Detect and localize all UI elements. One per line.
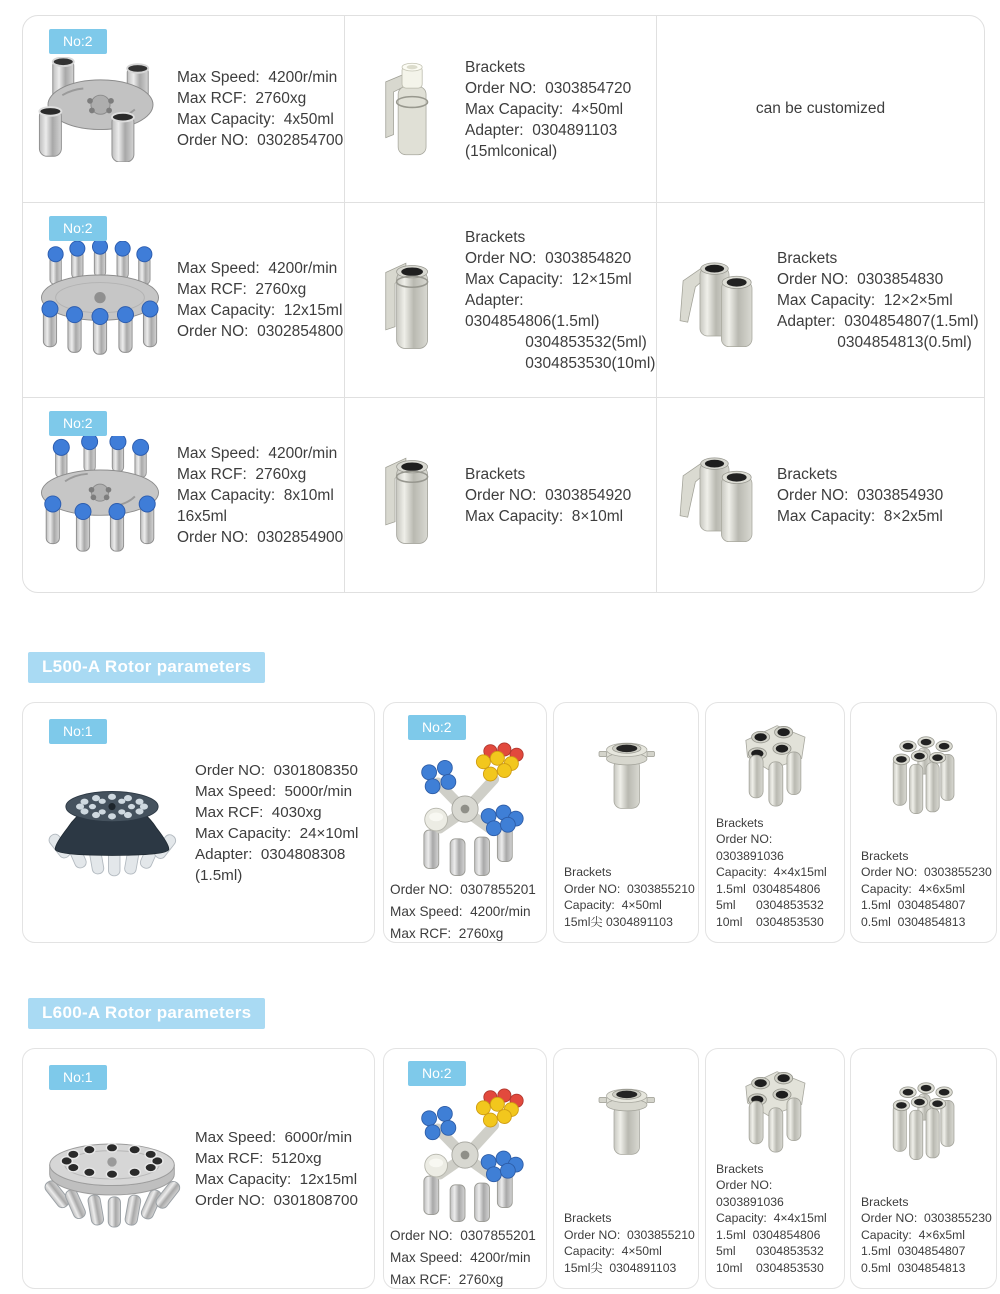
bracket-double-icon xyxy=(677,439,765,551)
spec-line: Adapter: 0304891103 xyxy=(465,121,618,139)
card-line: Order NO: 0303855230 xyxy=(861,865,992,879)
card-line: Brackets xyxy=(716,815,764,830)
spec-line: Order NO: 0303854920 xyxy=(465,486,632,504)
card-line: Order NO: 0301808700 xyxy=(195,1191,358,1209)
spec-text xyxy=(177,67,343,151)
rotor-12tube-icon xyxy=(27,241,173,359)
product-card xyxy=(705,702,845,943)
spec-text xyxy=(177,258,343,342)
spec-line: Max Capacity: 8x10ml xyxy=(177,486,334,504)
spec-text xyxy=(465,464,631,527)
product-card xyxy=(850,1048,997,1289)
card-line: Order NO: 0307855201 xyxy=(390,1228,536,1243)
card-line: Capacity: 4×6x5ml xyxy=(861,1227,965,1242)
spec-cell-r3c3 xyxy=(657,398,984,592)
card-line: Order NO: 0303891036 xyxy=(716,832,784,863)
section-l600-cards xyxy=(22,1048,997,1289)
product-card xyxy=(705,1048,845,1289)
no-badge: No:1 xyxy=(49,1065,107,1090)
spec-text xyxy=(777,464,943,527)
rotor-4tube-icon xyxy=(27,57,173,162)
spec-text xyxy=(777,248,979,353)
spec-cell-r2c3 xyxy=(657,203,984,398)
no-badge: No:2 xyxy=(49,411,107,436)
spec-line: 16x5ml xyxy=(177,507,227,525)
product-card xyxy=(850,702,997,943)
card-line: Max Speed: 6000r/min xyxy=(195,1128,353,1146)
card-line: Brackets xyxy=(564,1211,612,1225)
spec-line: Max Capacity: 4×50ml xyxy=(465,100,624,118)
spec-cell-r1c1 xyxy=(23,16,345,203)
spec-line: Max Speed: 4200r/min xyxy=(177,69,338,86)
card-line: Order NO: 0303855210 xyxy=(564,881,695,896)
spec-text xyxy=(554,864,698,942)
card-line: 1.5ml 0304854807 xyxy=(861,1244,966,1258)
card-line: Max RCF: 5120xg xyxy=(195,1149,322,1167)
spec-line: Max Capacity: 4x50ml xyxy=(177,111,334,128)
spec-line: Brackets xyxy=(777,249,838,267)
spec-line: Brackets xyxy=(777,465,838,483)
product-card xyxy=(22,1048,375,1289)
card-line: 10ml 0304853530 xyxy=(716,914,824,929)
spec-line: 0304853532(5ml) xyxy=(465,333,647,351)
card-line: 1.5ml 0304854806 xyxy=(716,881,821,896)
product-card xyxy=(22,702,375,943)
no-badge: No:2 xyxy=(49,29,107,54)
card-line: 1.5ml 0304854806 xyxy=(716,1227,821,1242)
product-card xyxy=(553,1048,699,1289)
spec-line: Max Capacity: 12×2×5ml xyxy=(777,291,953,309)
no-badge: No:1 xyxy=(49,719,107,744)
spec-line: Brackets xyxy=(465,465,526,483)
spec-line: 0304853530(10ml) xyxy=(465,354,656,372)
product-card xyxy=(383,1048,547,1289)
spec-text xyxy=(195,760,358,886)
spec-line: (15mlconical) xyxy=(465,142,558,160)
card-line: 15ml尖 0304891103 xyxy=(564,914,673,929)
spec-text xyxy=(195,1127,358,1211)
spec-text xyxy=(177,443,343,548)
bracket-6tube-cluster-icon xyxy=(885,1075,963,1171)
spec-line: Max Speed: 4200r/min xyxy=(177,444,338,462)
card-line: 5ml 0304853532 xyxy=(716,898,824,912)
card-line: Order NO: 0303855210 xyxy=(564,1227,695,1242)
product-card xyxy=(553,702,699,943)
spec-text xyxy=(706,815,844,943)
card-line: Brackets xyxy=(716,1161,764,1176)
spec-line: Order NO: 0302854700 xyxy=(177,132,344,149)
card-line: Max RCF: 4030xg xyxy=(195,803,322,821)
card-line: Adapter: 0304808308 xyxy=(195,845,346,863)
spec-line: Brackets xyxy=(465,228,526,246)
spec-line: Max Speed: 4200r/min xyxy=(177,260,338,277)
card-line: Max RCF: 2760xg xyxy=(390,1272,504,1287)
card-line: Order NO: 0303891036 xyxy=(716,1178,784,1209)
adapter-single-icon xyxy=(596,729,656,821)
spec-line: Order NO: 0303854720 xyxy=(465,79,632,97)
card-line: Max Speed: 4200r/min xyxy=(390,904,531,919)
spec-text xyxy=(465,227,656,374)
section-l500-title: L500-A Rotor parameters xyxy=(28,652,265,683)
card-line: Max Capacity: 24×10ml xyxy=(195,824,359,842)
spec-text xyxy=(706,1161,844,1289)
card-line: Max Speed: 5000r/min xyxy=(195,782,353,800)
section-l500-cards xyxy=(22,702,997,943)
spec-line: Order NO: 0303854820 xyxy=(465,249,632,267)
rotor-frame-caps-icon xyxy=(399,1085,531,1225)
card-line: Capacity: 4×50ml xyxy=(564,1244,662,1258)
spec-cell-r1c2 xyxy=(345,16,657,203)
card-line: 10ml 0304853530 xyxy=(716,1260,824,1275)
spec-cell-r3c1 xyxy=(23,398,345,592)
spec-line: 0304854813(0.5ml) xyxy=(777,333,972,351)
rotor-cone-dark-icon xyxy=(33,766,191,880)
card-line: Capacity: 4×4x15ml xyxy=(716,865,827,879)
spec-line: Max Capacity: 12×15ml xyxy=(465,270,632,288)
spec-cell-r3c2 xyxy=(345,398,657,592)
section-l600-title: L600-A Rotor parameters xyxy=(28,998,265,1029)
rotor-fan-metal-icon xyxy=(33,1110,191,1228)
no-badge: No:2 xyxy=(408,1061,466,1086)
card-line: Capacity: 4×4x15ml xyxy=(716,1211,827,1225)
section-l500 xyxy=(0,652,1000,941)
spec-text xyxy=(465,57,631,162)
bracket-open-icon xyxy=(365,239,453,361)
card-line: 5ml 0304853532 xyxy=(716,1244,824,1258)
bracket-4tube-cluster-icon xyxy=(736,715,814,811)
spec-text xyxy=(554,1210,698,1288)
adapter-single-icon xyxy=(596,1075,656,1167)
spec-line: Max Capacity: 8×10ml xyxy=(465,507,624,525)
spec-cell-r2c2 xyxy=(345,203,657,398)
spec-line: Order NO: 0303854930 xyxy=(777,486,944,504)
spec-line: Max Capacity: 12x15ml xyxy=(177,302,343,319)
no-badge: No:2 xyxy=(408,715,466,740)
rotor-frame-caps-icon xyxy=(399,739,531,879)
rotor-spec-table xyxy=(22,15,985,593)
bracket-capped-icon xyxy=(365,54,453,164)
card-line: Max RCF: 2760xg xyxy=(390,926,504,941)
bracket-open-icon xyxy=(365,434,453,556)
spec-line: Order NO: 0303854830 xyxy=(777,270,944,288)
card-line: Max Speed: 4200r/min xyxy=(390,1250,531,1265)
spec-line: Order NO: 0302854800 xyxy=(177,323,344,340)
product-card xyxy=(383,702,547,943)
spec-line: Max Capacity: 8×2x5ml xyxy=(777,507,943,525)
card-line: Order NO: 0303855230 xyxy=(861,1211,992,1225)
spec-line: Brackets xyxy=(465,58,526,76)
spec-cell-r2c1 xyxy=(23,203,345,398)
spec-text xyxy=(851,848,996,943)
section-l600 xyxy=(0,998,1000,1287)
card-line: (1.5ml) xyxy=(195,866,243,884)
customizable-note: can be customized xyxy=(755,100,886,117)
spec-line: Max RCF: 2760xg xyxy=(177,465,307,483)
spec-line: Max RCF: 2760xg xyxy=(177,90,307,107)
card-line: Brackets xyxy=(564,865,612,879)
rotor-8tube-icon xyxy=(27,436,173,554)
spec-line: Adapter: 0304854807(1.5ml) xyxy=(777,312,979,330)
card-line: Order NO: 0301808350 xyxy=(195,761,358,779)
spec-line: Order NO: 0302854900 xyxy=(177,528,344,546)
bracket-double-icon xyxy=(677,244,765,356)
spec-text xyxy=(851,1194,996,1289)
card-line: 0.5ml 0304854813 xyxy=(861,914,966,929)
card-line: 1.5ml 0304854807 xyxy=(861,898,966,912)
card-line: 15ml尖 0304891103 xyxy=(564,1260,677,1275)
spec-text xyxy=(384,1225,546,1289)
card-line: Brackets xyxy=(861,1194,909,1209)
bracket-4tube-cluster-icon xyxy=(736,1061,814,1157)
card-line: Capacity: 4×50ml xyxy=(564,898,662,912)
card-line: Capacity: 4×6x5ml xyxy=(861,881,965,896)
spec-line: Max RCF: 2760xg xyxy=(177,281,307,298)
spec-cell-r1c3 xyxy=(657,16,984,203)
card-line: 0.5ml 0304854813 xyxy=(861,1260,966,1275)
card-line: Order NO: 0307855201 xyxy=(390,882,536,897)
bracket-6tube-cluster-icon xyxy=(885,729,963,825)
card-line: Brackets xyxy=(861,848,909,863)
no-badge: No:2 xyxy=(49,216,107,241)
card-line: Max Capacity: 12x15ml xyxy=(195,1170,358,1188)
spec-text xyxy=(384,879,546,943)
spec-line: Adapter: 0304854806(1.5ml) xyxy=(465,291,600,330)
